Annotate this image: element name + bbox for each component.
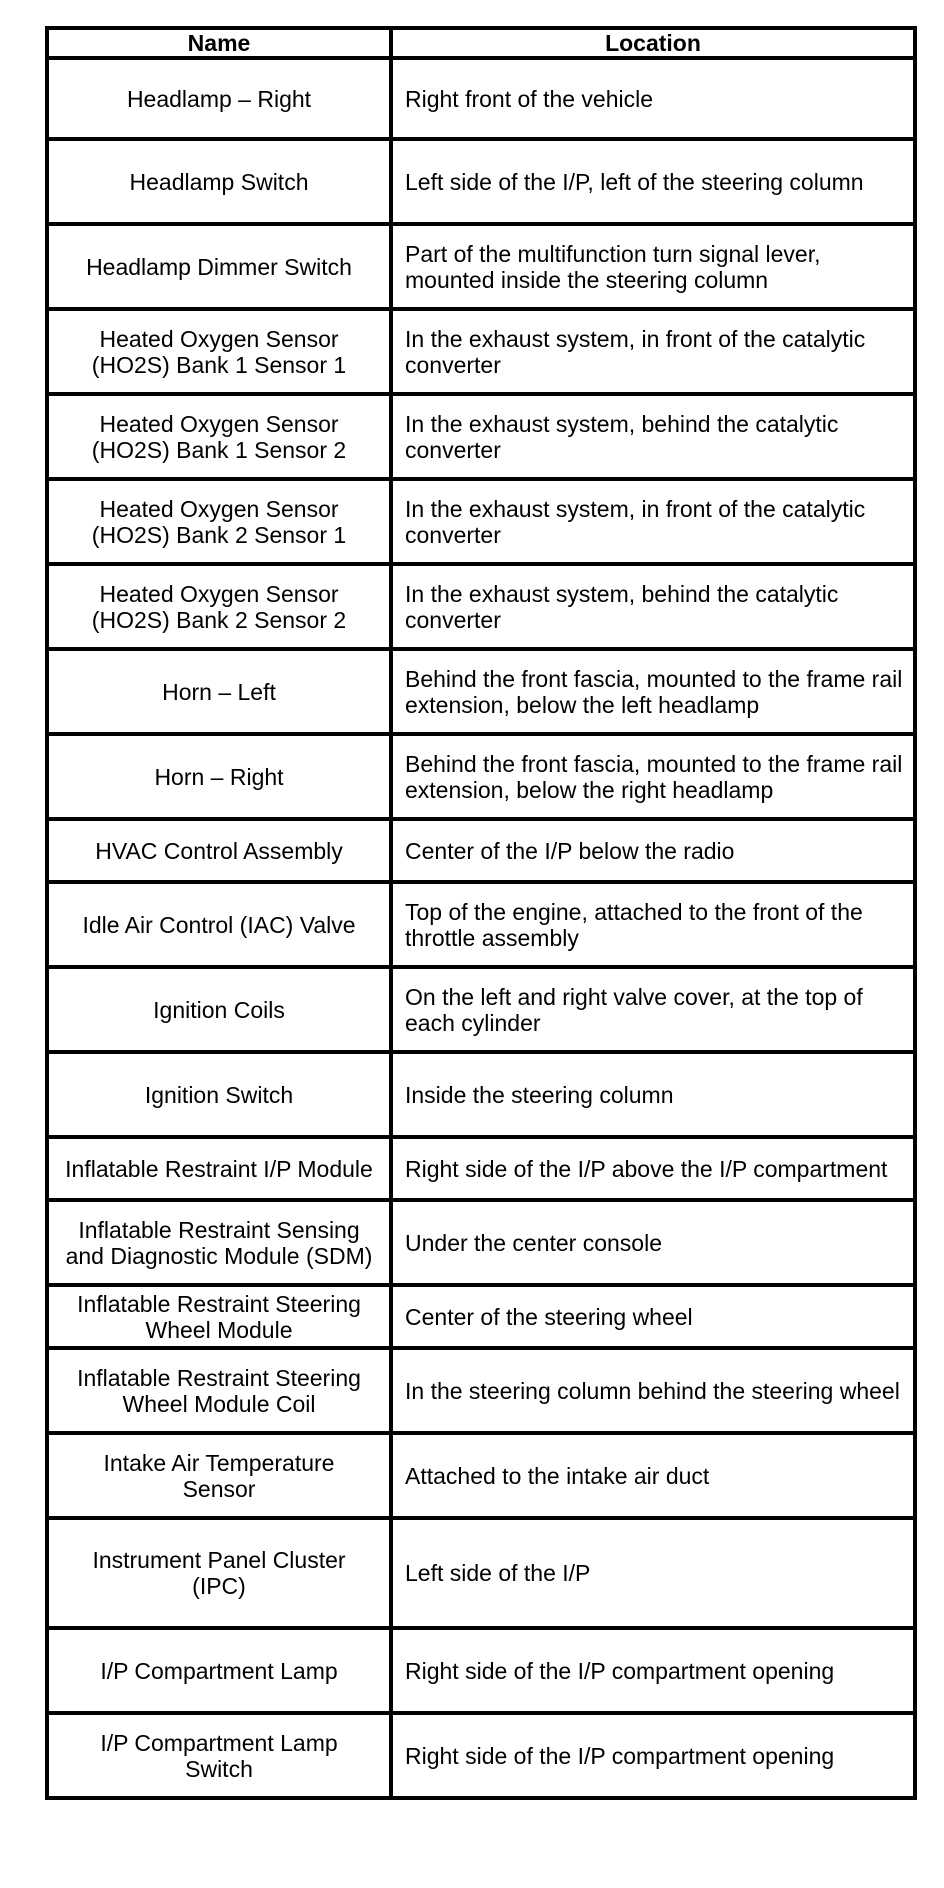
component-location: Right front of the vehicle	[391, 58, 915, 139]
component-location: On the left and right valve cover, at the top of each cylinder	[391, 967, 915, 1052]
table-row	[47, 1200, 915, 1285]
table-row	[47, 1137, 915, 1200]
table-row	[47, 819, 915, 882]
component-name: Horn – Left	[47, 649, 391, 734]
table-row	[47, 1348, 915, 1433]
table-row	[47, 479, 915, 564]
table-row	[47, 139, 915, 224]
component-location: Under the center console	[391, 1200, 915, 1285]
header-location: Location	[391, 28, 915, 58]
table-row	[47, 1628, 915, 1713]
table-row	[47, 649, 915, 734]
component-name: Inflatable Restraint Sensing and Diagnostic Module (SDM)	[47, 1200, 391, 1285]
table-row	[47, 58, 915, 139]
table-row	[47, 967, 915, 1052]
component-name: Headlamp Dimmer Switch	[47, 224, 391, 309]
component-name: Intake Air Temperature Sensor	[47, 1433, 391, 1518]
component-location: Attached to the intake air duct	[391, 1433, 915, 1518]
component-name: Headlamp – Right	[47, 58, 391, 139]
component-location: In the exhaust system, in front of the catalytic converter	[391, 479, 915, 564]
table-row	[47, 1713, 915, 1798]
component-location: Top of the engine, attached to the front of the throttle assembly	[391, 882, 915, 967]
component-name: Ignition Switch	[47, 1052, 391, 1137]
component-name: Inflatable Restraint I/P Module	[47, 1137, 391, 1200]
table-row	[47, 224, 915, 309]
table-row	[47, 1285, 915, 1348]
component-name: Inflatable Restraint Steering Wheel Module	[47, 1285, 391, 1348]
component-name: Heated Oxygen Sensor (HO2S) Bank 2 Sensor 1	[47, 479, 391, 564]
table-row	[47, 394, 915, 479]
component-name: I/P Compartment Lamp	[47, 1628, 391, 1713]
table-row	[47, 882, 915, 967]
component-location: Right side of the I/P compartment opening	[391, 1713, 915, 1798]
component-location: Right side of the I/P above the I/P compartment	[391, 1137, 915, 1200]
component-name: Inflatable Restraint Steering Wheel Module Coil	[47, 1348, 391, 1433]
component-location: Behind the front fascia, mounted to the frame rail extension, below the right headlamp	[391, 734, 915, 819]
table-row	[47, 1052, 915, 1137]
component-name: Headlamp Switch	[47, 139, 391, 224]
header-row	[47, 28, 915, 58]
component-name: I/P Compartment Lamp Switch	[47, 1713, 391, 1798]
component-name: Heated Oxygen Sensor (HO2S) Bank 2 Sensor 2	[47, 564, 391, 649]
component-location: Center of the I/P below the radio	[391, 819, 915, 882]
component-location: Left side of the I/P, left of the steering column	[391, 139, 915, 224]
component-location: In the steering column behind the steering wheel	[391, 1348, 915, 1433]
component-location: Inside the steering column	[391, 1052, 915, 1137]
table-row	[47, 734, 915, 819]
table-row	[47, 1433, 915, 1518]
component-location-table	[45, 26, 917, 1800]
component-location: Behind the front fascia, mounted to the frame rail extension, below the left headlamp	[391, 649, 915, 734]
component-name: Ignition Coils	[47, 967, 391, 1052]
table-row	[47, 309, 915, 394]
component-name: Heated Oxygen Sensor (HO2S) Bank 1 Sensor 1	[47, 309, 391, 394]
component-location: In the exhaust system, behind the catalytic converter	[391, 394, 915, 479]
component-name: HVAC Control Assembly	[47, 819, 391, 882]
component-location: Right side of the I/P compartment opening	[391, 1628, 915, 1713]
table-row	[47, 1518, 915, 1628]
header-name: Name	[47, 28, 391, 58]
component-name: Heated Oxygen Sensor (HO2S) Bank 1 Sensor 2	[47, 394, 391, 479]
component-name: Idle Air Control (IAC) Valve	[47, 882, 391, 967]
component-location: In the exhaust system, behind the catalytic converter	[391, 564, 915, 649]
component-name: Horn – Right	[47, 734, 391, 819]
component-location: In the exhaust system, in front of the catalytic converter	[391, 309, 915, 394]
component-location: Center of the steering wheel	[391, 1285, 915, 1348]
table-row	[47, 564, 915, 649]
component-location: Part of the multifunction turn signal lever, mounted inside the steering column	[391, 224, 915, 309]
component-location: Left side of the I/P	[391, 1518, 915, 1628]
component-name: Instrument Panel Cluster (IPC)	[47, 1518, 391, 1628]
